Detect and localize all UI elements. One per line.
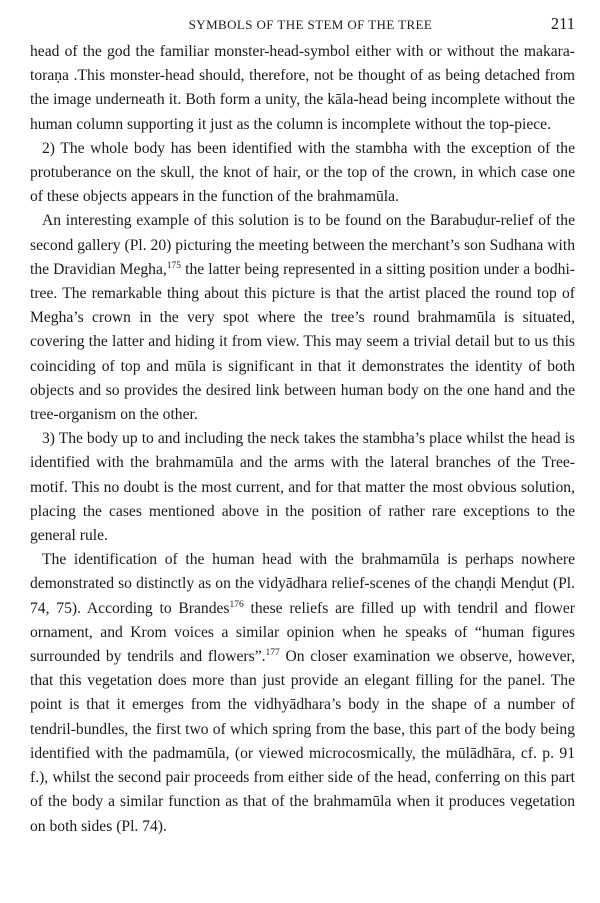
page-number: 211 xyxy=(550,14,575,33)
paragraph-barabudur-example xyxy=(30,209,575,427)
paragraph-text: these reliefs are filled up with tendril and flower ornament, and Krom voices a similar opinion when he speaks of “human figures surrounded by tendrils and flowers”. xyxy=(30,599,575,666)
paragraph-mendut-example xyxy=(30,548,575,838)
paragraph-text: The identification of the human head with the brahmamūla is perhaps nowhere demonstrated so distinctly as on the vidyādhara relief-scenes of the chaṇḍi Menḍut (Pl. 74, 75). According to Brandes xyxy=(30,551,575,617)
paragraph-text: the latter being represented in a sitting position under a bodhi-tree. The remarkable thing about this picture is that the artist placed the round top of Megha’s crown in the very spot where the tree’s round brahmamūla is situated, covering the latter and hiding it from view. This may seem a trivial detail but to us this coinciding of top and mūla is significant in that it demonstrates the identity of both objects and so provides the desired link between human body on the one hand and the tree-organism on the other. xyxy=(30,260,575,424)
running-title: SYMBOLS OF THE STEM OF THE TREE xyxy=(188,17,433,32)
book-page xyxy=(30,14,575,839)
footnote-marker: 175 xyxy=(166,260,182,271)
paragraph-text: On closer examination we observe, however, that this vegetation does more than just provide an elegant filling for the panel. The point is that it emerges from the vidhyādhara’s body in the shape of a number of tendril-bundles, the first two of which spring from the base, this part of the body being identified with the padmamūla, (or viewed microcosmically, the mūlādhāra, cf. p. 91 f.), whilst the second pair proceeds from either side of the head, conferring on this part of the body a similar function as that of the brahmamūla when it produces vegetation on both sides (Pl. 74). xyxy=(30,648,576,835)
footnote-marker: 177 xyxy=(265,648,280,659)
footnote-marker: 176 xyxy=(229,599,244,610)
paragraph-text: An interesting example of this solution is to be found on the Barabuḍur-relief of the second gallery (Pl. 20) picturing the meeting between the merchant’s son Sudhana with the Dravidian Megha, xyxy=(30,212,575,278)
paragraph-point-3: 3) The body up to and including the neck takes the stambha’s place whilst the head is identified with the brahmamūla and the arms with the lateral branches of the Tree-motif. This no doubt is the most current, and for that matter the most obvious solution, placing the cases mentioned above in the position of rather rare exceptions to the general rule. xyxy=(30,430,575,545)
running-header xyxy=(30,14,575,40)
paragraph-continuation: head of the god the familiar monster-head-symbol either with or without the makara-toraṇa .This monster-head should, therefore, not be thought of as being detached from the image underneath it. Both form a unity, the kāla-head being incomplete without the human column supporting it just as the column is incomplete without the top-piece. xyxy=(30,43,575,133)
paragraph-point-2: 2) The whole body has been identified with the stambha with the exception of the protuberance on the skull, the knot of hair, or the top of the crown, in which case one of these objects appears in the function of the brahmamūla. xyxy=(30,139,575,206)
body-text xyxy=(30,40,575,839)
